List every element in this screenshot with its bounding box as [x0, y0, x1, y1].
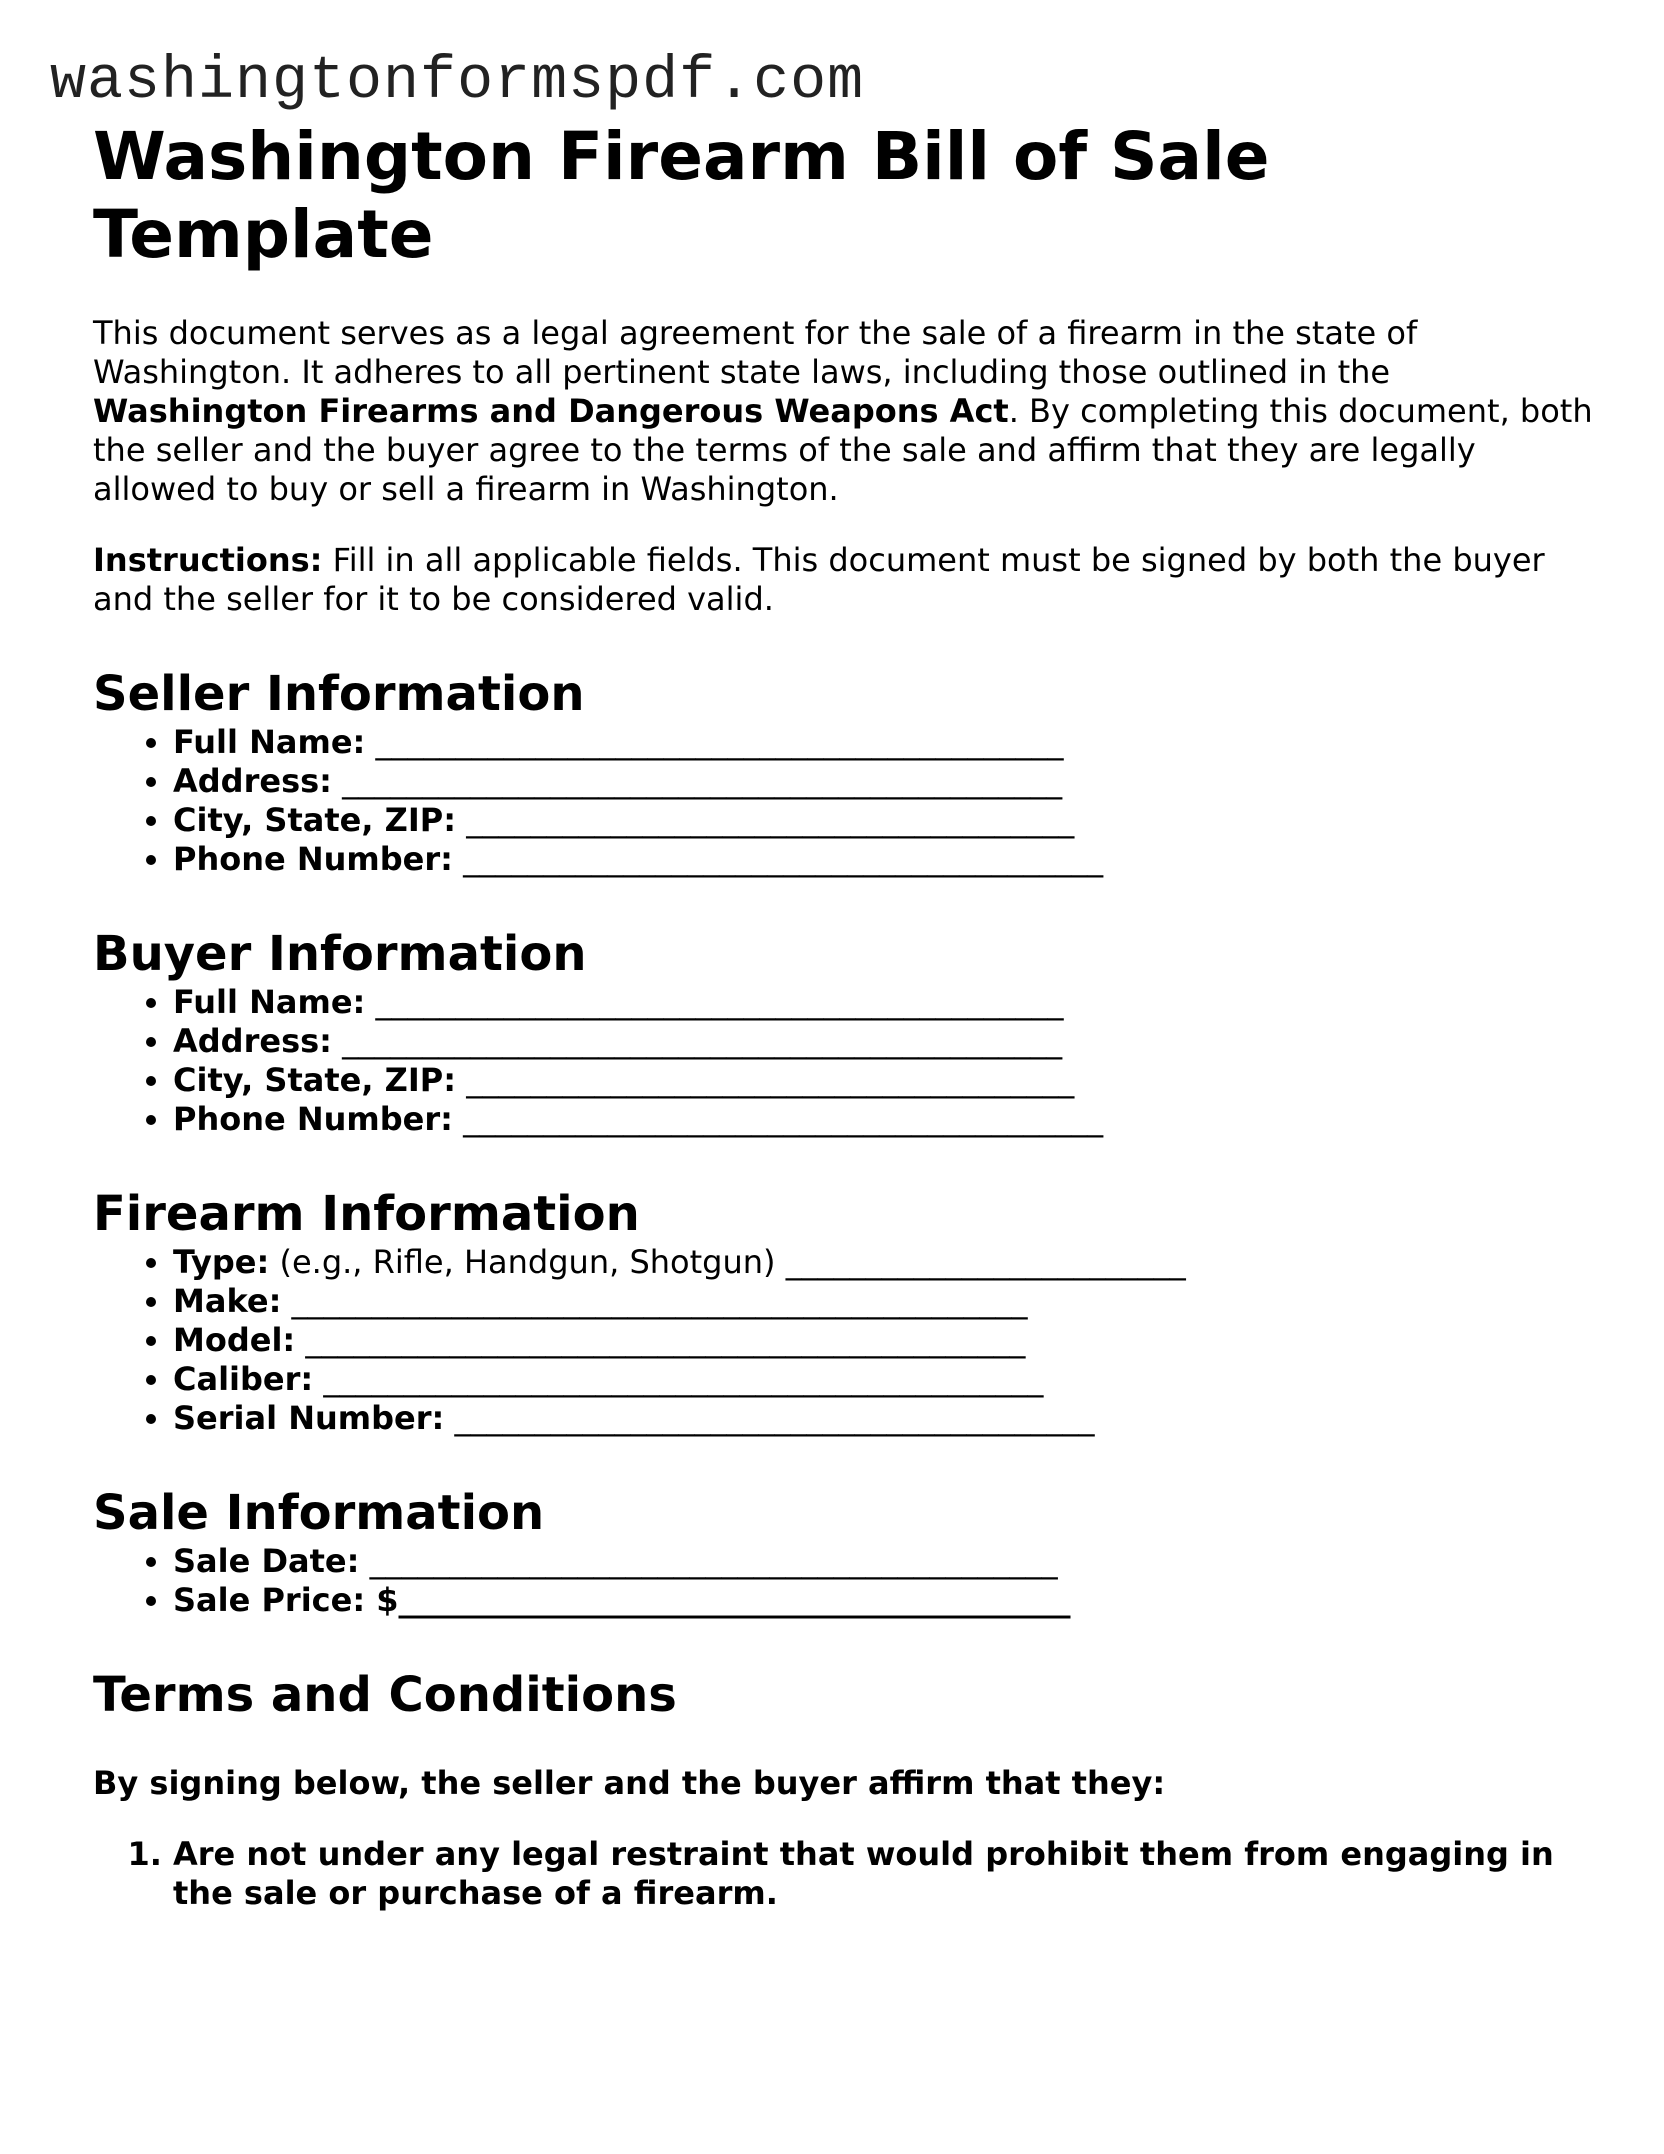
field-blank[interactable]: ________________________________________ [452, 1100, 1104, 1138]
field-blank[interactable]: _____________________________________________ [313, 1360, 1044, 1398]
field-blank[interactable]: ______________________________________ [456, 801, 1075, 839]
field-blank[interactable]: ________________________________________ [452, 840, 1104, 878]
document-page [93, 118, 1593, 1913]
seller-phone-field[interactable] [173, 840, 1593, 879]
sale-price-field[interactable] [173, 1581, 1593, 1620]
field-label: Type: [173, 1243, 270, 1281]
intro-paragraph [93, 314, 1593, 509]
firearm-field-list [93, 1243, 1593, 1438]
field-blank[interactable]: _____________________________________________ [331, 1022, 1063, 1060]
seller-field-list [93, 723, 1593, 879]
field-label: Model: [173, 1321, 296, 1359]
act-name: Washington Firearms and Dangerous Weapons Act [93, 392, 1009, 430]
firearm-make-field[interactable] [173, 1282, 1593, 1321]
seller-city-state-zip-field[interactable] [173, 801, 1593, 840]
intro-text-2: . By completing this document, both the seller and the buyer agree to the terms of the sale and affirm that they are legally allowed to buy or sell a firearm in Washington. [93, 392, 1593, 508]
field-blank[interactable]: ______________________________________________ [281, 1282, 1028, 1320]
field-blank[interactable]: ___________________________________________ [365, 723, 1064, 761]
instructions-text: Fill in all applicable fields. This document must be signed by both the buyer and the seller for it to be considered valid. [93, 541, 1545, 618]
intro-text-1: This document serves as a legal agreement for the sale of a firearm in the state of Washington. It adheres to all pertinent state laws, including those outlined in the [93, 314, 1418, 391]
field-hint-blank[interactable]: (e.g., Rifle, Handgun, Shotgun) _________________________ [269, 1243, 1186, 1281]
firearm-heading: Firearm Information [93, 1186, 640, 1242]
sale-heading: Sale Information [93, 1485, 545, 1541]
terms-list [93, 1835, 1593, 1913]
field-label: City, State, ZIP: [173, 1061, 457, 1099]
buyer-heading: Buyer Information [93, 926, 587, 982]
field-blank[interactable]: ________________________________________ [444, 1399, 1095, 1437]
page-title: Washington Firearm Bill of Sale Template [93, 118, 1270, 273]
field-label: Make: [173, 1282, 282, 1320]
seller-full-name-field[interactable] [173, 723, 1593, 762]
buyer-phone-field[interactable] [173, 1100, 1593, 1139]
field-label: Full Name: [173, 983, 366, 1021]
field-label: Phone Number: [173, 1100, 453, 1138]
instructions-label: Instructions: [93, 541, 323, 579]
sale-date-field[interactable] [173, 1542, 1593, 1581]
firearm-type-field[interactable] [173, 1243, 1593, 1282]
field-label: Address: [173, 1022, 332, 1060]
buyer-full-name-field[interactable] [173, 983, 1593, 1022]
field-label: Full Name: [173, 723, 366, 761]
terms-item: 1. Are not under any legal restraint that would prohibit them from engaging in the sale or purchase of a firearm. [173, 1835, 1593, 1913]
instructions-paragraph [93, 541, 1593, 619]
field-label: Caliber: [173, 1360, 314, 1398]
terms-heading: Terms and Conditions [93, 1667, 677, 1723]
buyer-address-field[interactable] [173, 1022, 1593, 1061]
firearm-model-field[interactable] [173, 1321, 1593, 1360]
firearm-caliber-field[interactable] [173, 1360, 1593, 1399]
field-blank[interactable]: ______________________________________ [456, 1061, 1075, 1099]
seller-heading: Seller Information [93, 666, 585, 722]
sale-field-list [93, 1542, 1593, 1620]
field-label: Sale Date: [173, 1542, 360, 1580]
field-blank[interactable]: _____________________________________________ [331, 762, 1063, 800]
field-label: Sale Price: [173, 1581, 366, 1619]
terms-affirmation: By signing below, the seller and the buyer affirm that they: [93, 1764, 1166, 1802]
field-blank[interactable]: $__________________________________________ [365, 1581, 1071, 1619]
field-blank[interactable]: ___________________________________________ [359, 1542, 1058, 1580]
field-label: Phone Number: [173, 840, 453, 878]
seller-address-field[interactable] [173, 762, 1593, 801]
buyer-field-list [93, 983, 1593, 1139]
field-label: Address: [173, 762, 332, 800]
field-blank[interactable]: ___________________________________________ [365, 983, 1064, 1021]
field-label: Serial Number: [173, 1399, 445, 1437]
firearm-serial-number-field[interactable] [173, 1399, 1593, 1438]
field-blank[interactable]: _____________________________________________ [295, 1321, 1026, 1359]
field-label: City, State, ZIP: [173, 801, 457, 839]
buyer-city-state-zip-field[interactable] [173, 1061, 1593, 1100]
site-watermark: washingtonformspdf.com [50, 48, 865, 116]
